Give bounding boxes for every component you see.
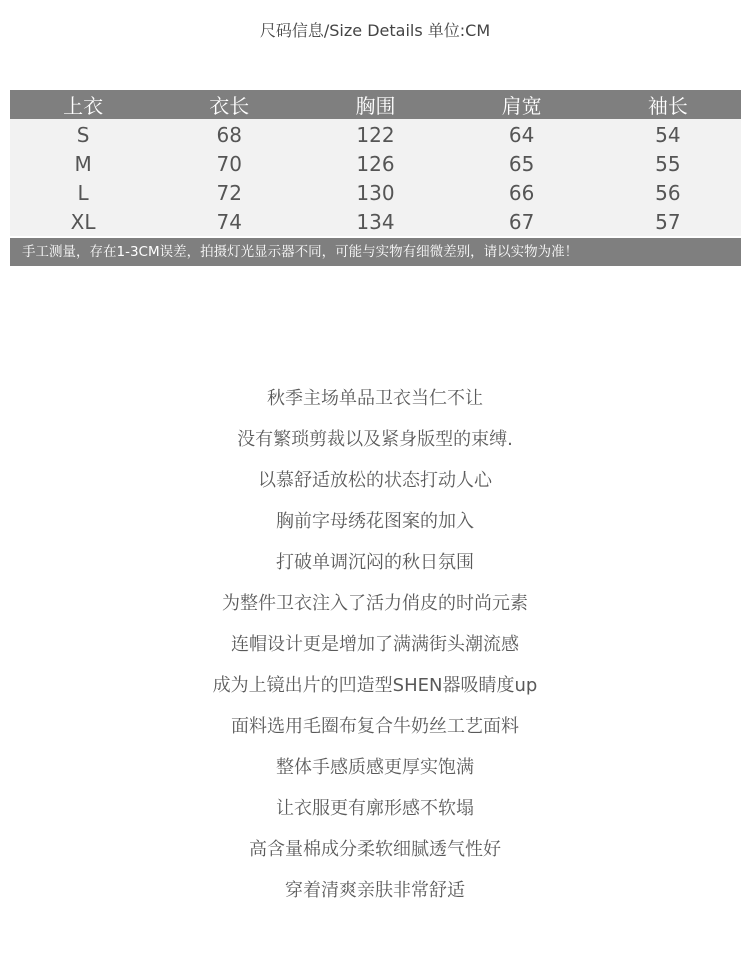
table-cell: 130 (302, 178, 448, 207)
table-row (10, 119, 741, 149)
table-cell: 64 (449, 119, 595, 149)
description-line: 为整件卫衣注入了活力俏皮的时尚元素 (222, 593, 528, 614)
size-table (10, 90, 741, 236)
product-description (0, 378, 750, 911)
table-cell: 54 (595, 119, 741, 149)
column-header: 胸围 (302, 90, 448, 119)
description-line: 胸前字母绣花图案的加入 (276, 511, 474, 532)
description-line: 面料选用毛圈布复合牛奶丝工艺面料 (231, 716, 519, 737)
table-cell: 56 (595, 178, 741, 207)
table-cell: L (10, 178, 156, 207)
table-cell: 65 (449, 149, 595, 178)
table-cell: S (10, 119, 156, 149)
table-header-row (10, 90, 741, 119)
table-cell: 66 (449, 178, 595, 207)
measurement-note: 手工测量，存在1-3CM误差，拍摄灯光显示器不同，可能与实物有细微差别，请以实物为准！ (10, 238, 741, 266)
description-line: 打破单调沉闷的秋日氛围 (276, 552, 474, 573)
column-header: 袖长 (595, 90, 741, 119)
table-cell: 68 (156, 119, 302, 149)
table-cell: XL (10, 207, 156, 236)
page-title: 尺码信息/Size Details 单位:CM (259, 21, 491, 40)
table-cell: 67 (449, 207, 595, 236)
table-cell: 55 (595, 149, 741, 178)
column-header: 上衣 (10, 90, 156, 119)
description-line: 穿着清爽亲肤非常舒适 (285, 880, 465, 901)
table-cell: 122 (302, 119, 448, 149)
description-line: 成为上镜出片的凹造型SHEN器吸睛度up (212, 675, 538, 696)
description-line: 让衣服更有廓形感不软塌 (276, 798, 474, 819)
description-line: 没有繁琐剪裁以及紧身版型的束缚. (237, 429, 513, 450)
table-row (10, 149, 741, 178)
table-row (10, 207, 741, 236)
table-cell: 74 (156, 207, 302, 236)
table-cell: M (10, 149, 156, 178)
description-line: 整体手感质感更厚实饱满 (276, 757, 474, 778)
table-row (10, 178, 741, 207)
description-line: 高含量棉成分柔软细腻透气性好 (249, 839, 501, 860)
table-cell: 134 (302, 207, 448, 236)
description-line: 以慕舒适放松的状态打动人心 (258, 470, 492, 491)
table-cell: 126 (302, 149, 448, 178)
description-line: 秋季主场单品卫衣当仁不让 (267, 388, 483, 409)
column-header: 衣长 (156, 90, 302, 119)
description-line: 连帽设计更是增加了满满街头潮流感 (231, 634, 519, 655)
column-header: 肩宽 (449, 90, 595, 119)
table-cell: 70 (156, 149, 302, 178)
table-cell: 57 (595, 207, 741, 236)
table-cell: 72 (156, 178, 302, 207)
